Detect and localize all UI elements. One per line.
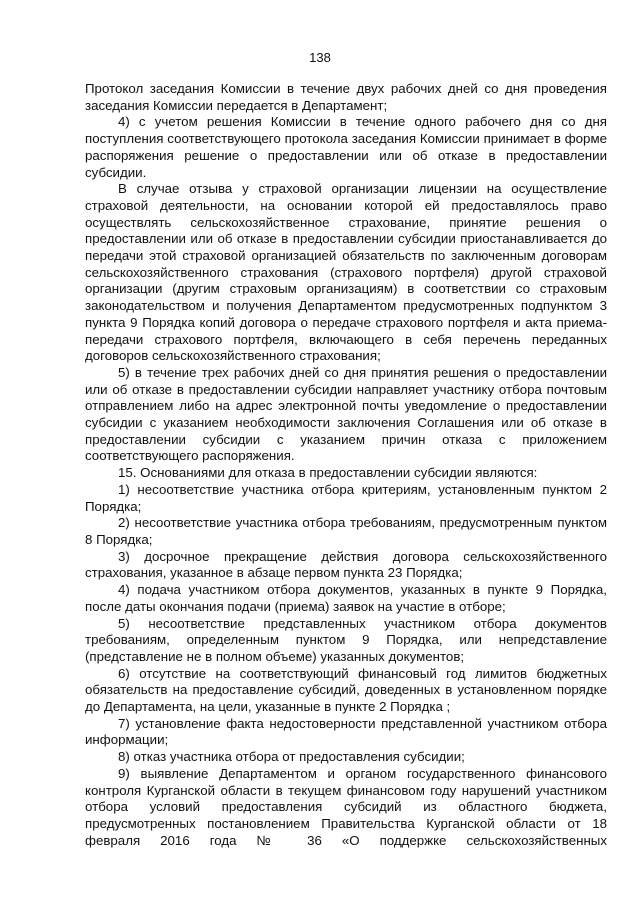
list-item-refusal-2: 2) несоответствие участника отбора требованиям, предусмотренным пунктом 8 Порядка;: [85, 515, 607, 547]
list-item-refusal-6: 6) отсутствие на соответствующий финансовый год лимитов бюджетных обязательств на предоставление субсидий, доведенных в установленном порядке до Департамента, на цели, указанные в пункте 2 Порядка ;: [85, 665, 607, 715]
document-body: [85, 81, 607, 849]
paragraph-license-revocation: В случае отзыва у страховой организации лицензии на осуществление страховой деятельности, на основании которой ей предоставлялось право осуществлять сельскохозяйственное страхование, принятие решения о предоставлении или об отказе в предоставлении субсидии приостанавливается до передачи этой страховой организацией обязательств по заключенным договорам сельскохозяйственного страхования (страхового портфеля) другой страховой организации (другим страховым организациям) в соответствии со страховым законодательством и получения Департаментом предусмотренных подпунктом 3 пункта 9 Порядка копий договора о передаче страхового портфеля и акта приема-передачи страхового портфеля, включающего в себя перечень переданных договоров сельскохозяйственного страхования;: [85, 181, 607, 364]
list-item-refusal-4: 4) подача участником отбора документов, указанных в пункте 9 Порядка, после даты окончания подачи (приема) заявок на участие в отборе;: [85, 582, 607, 614]
list-item-refusal-1: 1) несоответствие участника отбора критериям, установленным пунктом 2 Порядка;: [85, 481, 607, 514]
paragraph-protocol: Протокол заседания Комиссии в течение двух рабочих дней со дня проведения заседания Комиссии передается в Департамент;: [85, 81, 607, 113]
paragraph-item-5-notification: 5) в течение трех рабочих дней со дня принятия решения о предоставлении или об отказе в предоставлении субсидии направляет участнику отбора почтовым отправлением либо на адрес электронной почты уведомление о предоставлении субсидии с указанием необходимости заключения Соглашения или об отказе в предоставлении субсидии с указанием причин отказа с приложением соответствующего распоряжения.: [85, 364, 607, 464]
list-item-refusal-5: 5) несоответствие представленных участником отбора документов требованиям, определенным пунктом 9 Порядка, или непредставление (представление не в полном объеме) указанных документов;: [85, 615, 607, 664]
page-number: 138: [309, 50, 331, 65]
list-item-refusal-9: 9) выявление Департаментом и органом государственного финансового контроля Курганской области в текущем финансовом году нарушений участником отбора условий предоставления субсидий из областного бюджета, предусмотренных постановлением Правительства Курганской области от 18 февраля 2016 года № 36 «О поддержке сельскохозяйственных: [85, 765, 607, 848]
paragraph-15-refusal-grounds: 15. Основаниями для отказа в предоставлении субсидии являются:: [118, 465, 538, 481]
list-item-refusal-8: 8) отказ участника отбора от предоставления субсидии;: [118, 749, 465, 765]
paragraph-item-4-decision: 4) с учетом решения Комиссии в течение одного рабочего дня со дня поступления соответствующего протокола заседания Комиссии принимает в форме распоряжения решение о предоставлении или об отказе в предоставлении субсидии.: [85, 114, 607, 180]
list-item-refusal-3: 3) досрочное прекращение действия договора сельскохозяйственного страхования, указанное в абзаце первом пункта 23 Порядка;: [85, 548, 607, 581]
list-item-refusal-7: 7) установление факта недостоверности представленной участником отбора информации;: [85, 715, 607, 748]
